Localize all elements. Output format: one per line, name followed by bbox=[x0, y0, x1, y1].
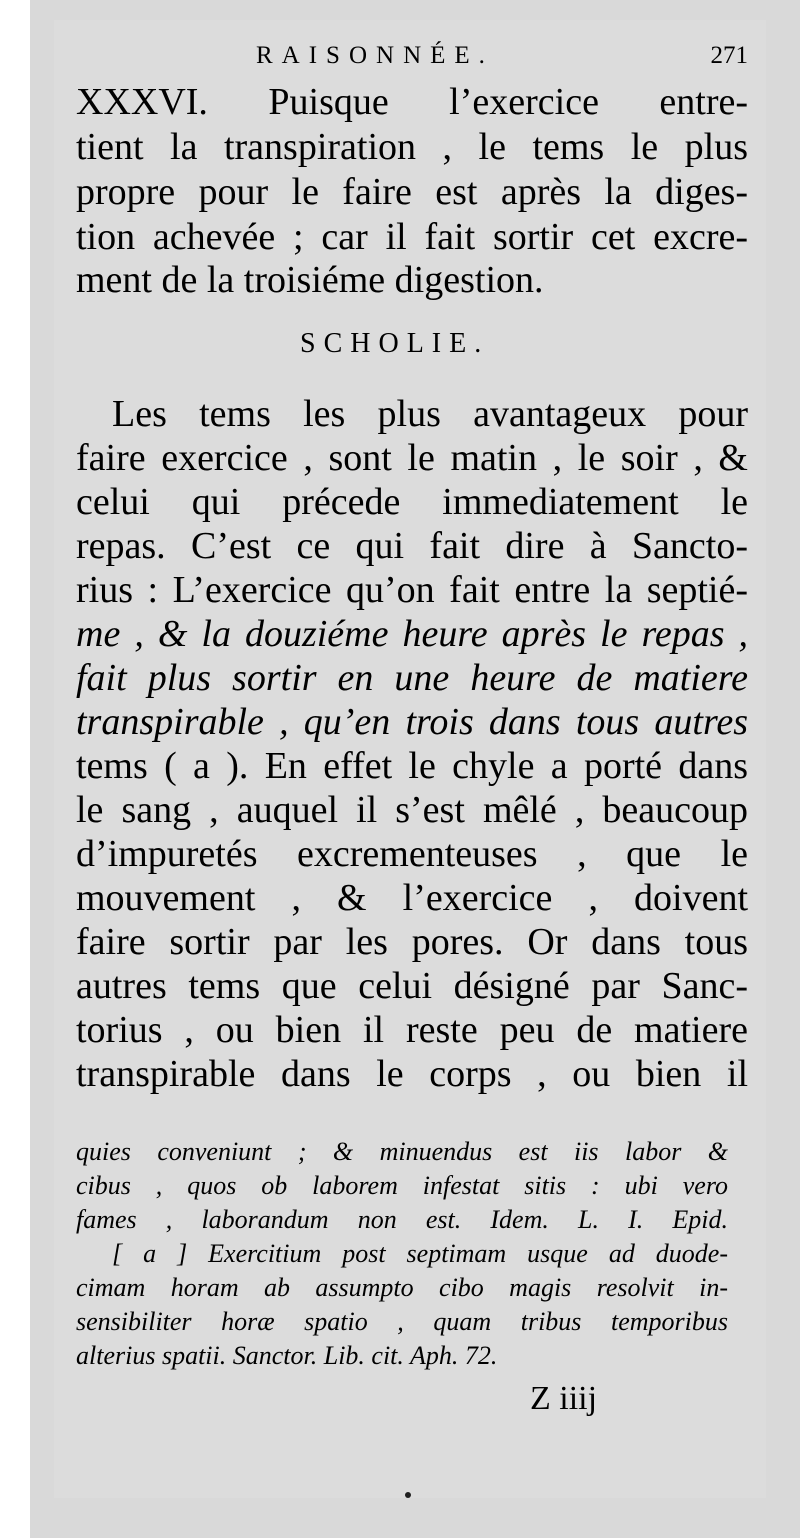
section-heading: SCHOLIE. bbox=[300, 328, 490, 359]
footnote-line: cibus , quos ob laborem infestat sitis : ubi vero bbox=[76, 1171, 728, 1200]
article-line: ment de la troisiéme digestion. bbox=[76, 259, 544, 301]
ink-speck bbox=[405, 1492, 411, 1498]
scholie-line: faire exercice , sont le matin , le soir , & bbox=[76, 437, 748, 479]
footnote-line: fames , laborandum non est. Idem. L. I. Epid. bbox=[76, 1205, 728, 1234]
article-line: tion achevée ; car il fait sortir cet excre- bbox=[76, 216, 748, 258]
scholie-line: me , & la douziéme heure après le repas , bbox=[76, 613, 748, 655]
footnote-line: sensibiliter horæ spatio , quam tribus temporibus bbox=[76, 1307, 728, 1336]
scholie-line: repas. C’est ce qui fait dire à Sancto- bbox=[76, 525, 748, 567]
footnote-line: [ a ] Exercitium post septimam usque ad duode- bbox=[112, 1239, 728, 1268]
article-line: propre pour le faire est après la diges- bbox=[76, 171, 748, 213]
scholie-line: d’impuretés excrementeuses , que le bbox=[76, 833, 748, 875]
scholie-line: Les tems les plus avantageux pour bbox=[112, 393, 748, 435]
scholie-line: transpirable , qu’en trois dans tous autres bbox=[76, 701, 748, 743]
scholie-line: faire sortir par les pores. Or dans tous bbox=[76, 921, 748, 963]
signature-mark: Z iiij bbox=[530, 1380, 598, 1417]
article-line: XXXVI. Puisque l’exercice entre- bbox=[76, 81, 748, 123]
running-title: RAISONNÉE. bbox=[256, 42, 494, 69]
scholie-line: torius , ou bien il reste peu de matiere bbox=[76, 1009, 748, 1051]
running-head bbox=[76, 42, 748, 82]
scholie-line: mouvement , & l’exercice , doivent bbox=[76, 877, 748, 919]
scholie-line: rius : L’exercice qu’on fait entre la septié- bbox=[76, 569, 748, 611]
footnote-line: alterius spatii. Sanctor. Lib. cit. Aph. 72. bbox=[76, 1341, 498, 1370]
article-line: tient la transpiration , le tems le plus bbox=[76, 126, 748, 168]
scholie-line: tems ( a ). En effet le chyle a porté dans bbox=[76, 745, 748, 787]
scholie-line: le sang , auquel il s’est mêlé , beaucoup bbox=[76, 789, 748, 831]
scholie-line: transpirable dans le corps , ou bien il bbox=[76, 1053, 748, 1095]
footnote-line: cimam horam ab assumpto cibo magis resolvit in- bbox=[76, 1273, 728, 1302]
scholie-line: autres tems que celui désigné par Sanc- bbox=[76, 965, 748, 1007]
page-number: 271 bbox=[710, 42, 748, 69]
scholie-line: celui qui précede immediatement le bbox=[76, 481, 748, 523]
scholie-line: fait plus sortir en une heure de matiere bbox=[76, 657, 748, 699]
footnote-line: quies conveniunt ; & minuendus est iis labor & bbox=[76, 1137, 728, 1166]
